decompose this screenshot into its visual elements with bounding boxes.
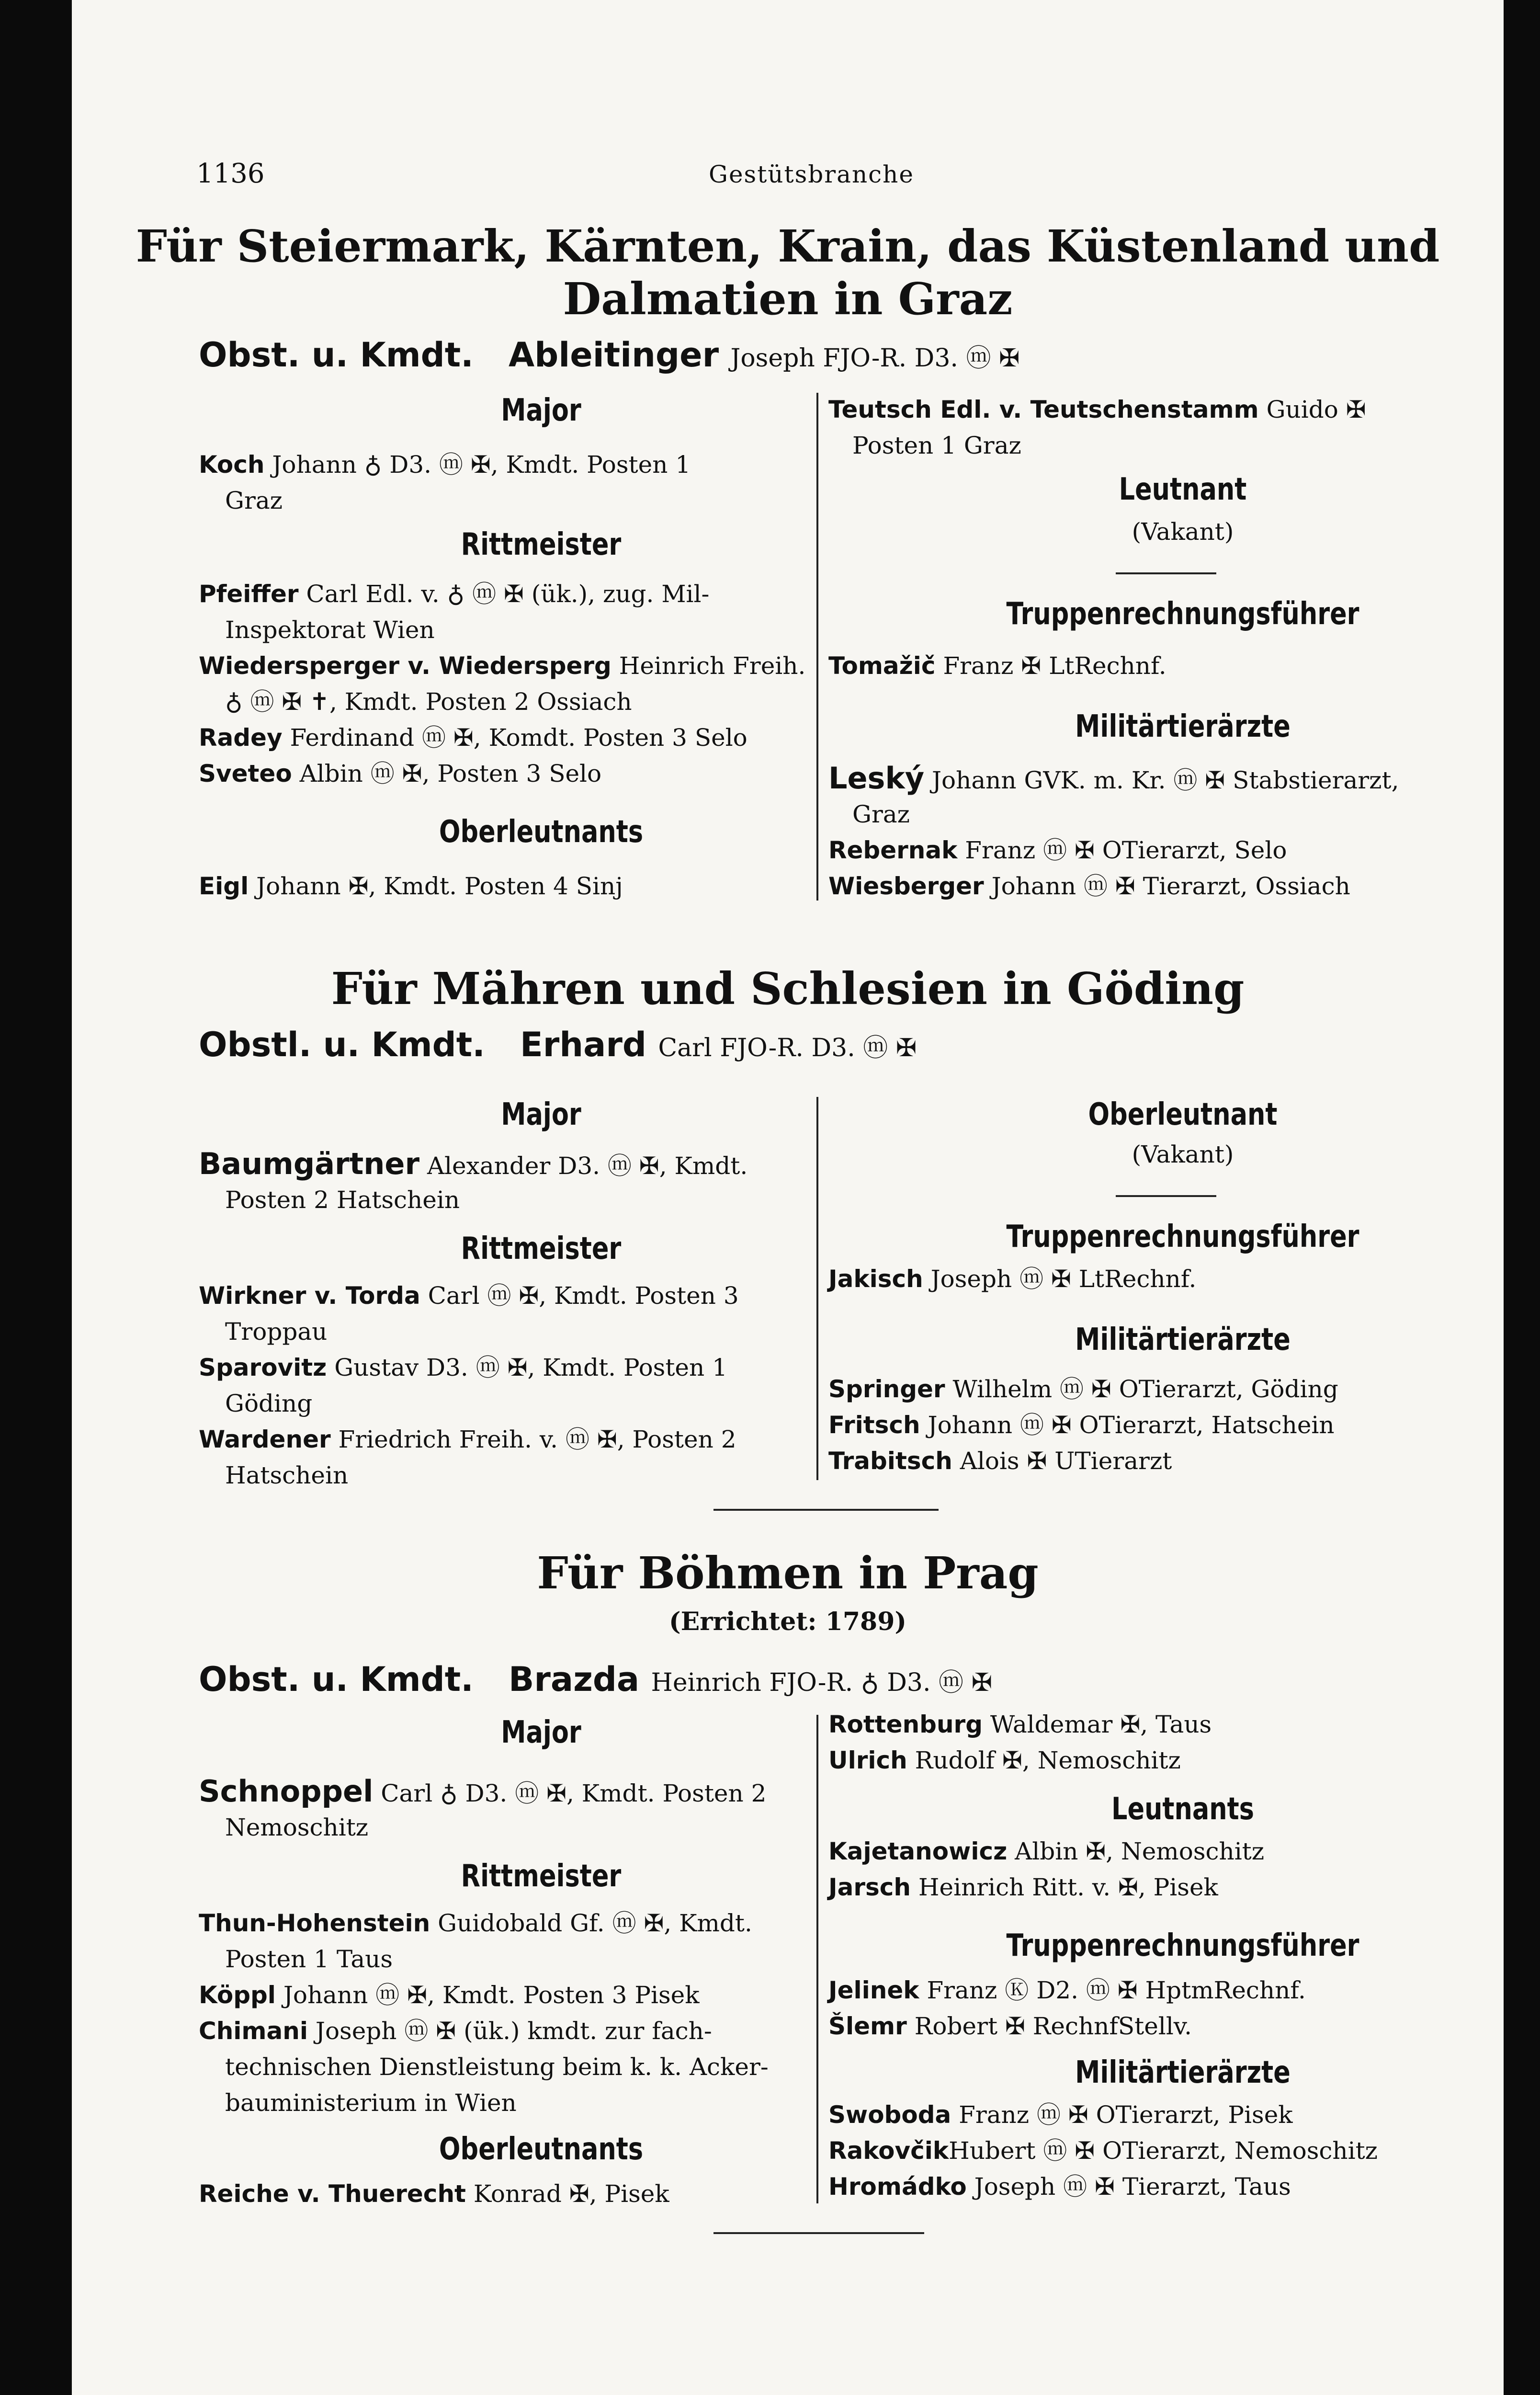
list-item: Reiche v. Thuerecht Konrad ✠, Pisek xyxy=(199,2180,669,2208)
list-item: Sveteo Albin ⓜ ✠, Posten 3 Selo xyxy=(199,760,602,787)
list-item: Sparovitz Gustav D3. ⓜ ✠, Kmdt. Posten 1 xyxy=(199,1354,727,1381)
list-item: Ulrich Rudolf ✠, Nemoschitz xyxy=(828,1746,1181,1774)
section-title-maehren: Für Mähren und Schlesien in Göding xyxy=(331,963,1245,1015)
list-item: Graz xyxy=(225,487,283,514)
heading-oberleutnant: Oberleutnant xyxy=(1088,1097,1278,1132)
heading-major: Major xyxy=(501,1097,581,1132)
commander-line xyxy=(199,335,1020,375)
list-item: Swoboda Franz ⓜ ✠ OTierarzt, Pisek xyxy=(828,2101,1293,2129)
list-item: Rottenburg Waldemar ✠, Taus xyxy=(828,1711,1212,1738)
vacant-note: (Vakant) xyxy=(1132,1140,1234,1168)
heading-rittmeister: Rittmeister xyxy=(461,1859,622,1894)
list-item: Göding xyxy=(225,1390,313,1417)
list-item: Thun-Hohenstein Guidobald Gf. ⓜ ✠, Kmdt. xyxy=(199,1909,752,1937)
list-item: Graz xyxy=(852,800,910,828)
list-item: Troppau xyxy=(225,1318,328,1346)
list-item: Wiesberger Johann ⓜ ✠ Tierarzt, Ossiach xyxy=(828,872,1350,900)
list-item: Radey Ferdinand ⓜ ✠, Komdt. Posten 3 Selo xyxy=(199,724,747,752)
heading-major: Major xyxy=(501,393,581,428)
list-item: Chimani Joseph ⓜ ✠ (ük.) kmdt. zur fach- xyxy=(199,2017,712,2045)
heading-truppenrechnungsfuehrer: Truppenrechnungsführer xyxy=(1006,1928,1359,1963)
heading-leutnants: Leutnants xyxy=(1111,1791,1254,1827)
list-item: ♁ ⓜ ✠ ✝, Kmdt. Posten 2 Ossiach xyxy=(225,688,632,716)
section-title-steiermark-l2: Dalmatien in Graz xyxy=(563,273,1013,325)
divider xyxy=(1116,572,1216,574)
list-item: Jelinek Franz Ⓚ D2. ⓜ ✠ HptmRechnf. xyxy=(828,1976,1306,2004)
commander-rank: Obst. u. Kmdt. xyxy=(199,1660,474,1699)
commander-name: Erhard xyxy=(520,1025,647,1064)
commander-line xyxy=(199,1025,917,1064)
list-item: Nemoschitz xyxy=(225,1813,369,1841)
list-item: Inspektorat Wien xyxy=(225,616,435,644)
list-item: Tomažič Franz ✠ LtRechnf. xyxy=(828,652,1166,680)
heading-militaertieraerzte: Militärtierärzte xyxy=(1075,1322,1291,1357)
heading-oberleutnants: Oberleutnants xyxy=(439,2132,644,2167)
heading-oberleutnants: Oberleutnants xyxy=(439,814,644,850)
heading-truppenrechnungsfuehrer: Truppenrechnungsführer xyxy=(1006,1219,1359,1255)
list-item: Eigl Johann ✠, Kmdt. Posten 4 Sinj xyxy=(199,872,623,900)
column-divider xyxy=(816,1715,818,2203)
list-item: Wardener Friedrich Freih. v. ⓜ ✠, Posten 2 xyxy=(199,1426,736,1453)
list-item: Rebernak Franz ⓜ ✠ OTierarzt, Selo xyxy=(828,836,1287,864)
vacant-note: (Vakant) xyxy=(1132,518,1234,546)
heading-leutnant: Leutnant xyxy=(1119,472,1247,507)
list-item: Kajetanowicz Albin ✠, Nemoschitz xyxy=(828,1837,1265,1865)
section-title-boehmen: Für Böhmen in Prag xyxy=(537,1547,1039,1599)
commander-details: Joseph FJO-R. D3. ⓜ ✠ xyxy=(730,344,1020,373)
list-item: Leský Johann GVK. m. Kr. ⓜ ✠ Stabstierarzt, xyxy=(828,761,1399,796)
list-item: Koch Johann ♁ D3. ⓜ ✠, Kmdt. Posten 1 xyxy=(199,451,691,479)
section-subtitle: (Errichtet: 1789) xyxy=(668,1607,906,1636)
list-item: Jakisch Joseph ⓜ ✠ LtRechnf. xyxy=(828,1265,1197,1293)
heading-militaertieraerzte: Militärtierärzte xyxy=(1075,709,1291,744)
list-item: Šlemr Robert ✠ RechnfStellv. xyxy=(828,2012,1192,2040)
section-title-steiermark-l1: Für Steiermark, Kärnten, Krain, das Küstenland und xyxy=(136,220,1440,272)
running-title: Gestütsbranche xyxy=(709,160,914,188)
list-item: Schnoppel Carl ♁ D3. ⓜ ✠, Kmdt. Posten 2 xyxy=(199,1774,767,1809)
page-number: 1136 xyxy=(196,158,265,189)
divider xyxy=(1116,1195,1216,1197)
book-page xyxy=(72,0,1504,2395)
list-item: Wirkner v. Torda Carl ⓜ ✠, Kmdt. Posten 3 xyxy=(199,1282,739,1310)
heading-militaertieraerzte: Militärtierärzte xyxy=(1075,2055,1291,2090)
column-divider xyxy=(816,1097,818,1480)
heading-rittmeister: Rittmeister xyxy=(461,527,622,562)
list-item: Trabitsch Alois ✠ UTierarzt xyxy=(828,1447,1172,1475)
list-item: bauministerium in Wien xyxy=(225,2089,517,2117)
list-item: Posten 2 Hatschein xyxy=(225,1186,460,1214)
list-item: Springer Wilhelm ⓜ ✠ OTierarzt, Göding xyxy=(828,1375,1338,1403)
list-item: Jarsch Heinrich Ritt. v. ✠, Pisek xyxy=(828,1873,1218,1901)
list-item: Posten 1 Taus xyxy=(225,1945,393,1973)
list-item: Wiedersperger v. Wiedersperg Heinrich Freih. xyxy=(199,652,806,680)
list-item: Köppl Johann ⓜ ✠, Kmdt. Posten 3 Pisek xyxy=(199,1981,700,2009)
commander-rank: Obstl. u. Kmdt. xyxy=(199,1025,485,1064)
list-item: Pfeiffer Carl Edl. v. ♁ ⓜ ✠ (ük.), zug. Mil- xyxy=(199,580,710,608)
list-item: technischen Dienstleistung beim k. k. Acker- xyxy=(225,2053,769,2081)
section-divider xyxy=(713,2232,924,2234)
list-item: Fritsch Johann ⓜ ✠ OTierarzt, Hatschein xyxy=(828,1411,1335,1439)
list-item: Hromádko Joseph ⓜ ✠ Tierarzt, Taus xyxy=(828,2173,1291,2201)
commander-line xyxy=(199,1660,992,1699)
heading-major: Major xyxy=(501,1715,581,1750)
commander-details: Heinrich FJO-R. ♁ D3. ⓜ ✠ xyxy=(651,1668,993,1697)
list-item: Baumgärtner Alexander D3. ⓜ ✠, Kmdt. xyxy=(199,1146,748,1181)
list-item: Posten 1 Graz xyxy=(852,432,1021,459)
heading-rittmeister: Rittmeister xyxy=(461,1231,622,1266)
commander-name: Brazda xyxy=(508,1660,640,1699)
commander-name: Ableitinger xyxy=(508,335,719,375)
section-divider xyxy=(713,1509,939,1511)
list-item: Hatschein xyxy=(225,1461,349,1489)
list-item: Teutsch Edl. v. Teutschenstamm Guido ✠ xyxy=(828,396,1366,423)
heading-truppenrechnungsfuehrer: Truppenrechnungsführer xyxy=(1006,596,1359,632)
commander-details: Carl FJO-R. D3. ⓜ ✠ xyxy=(658,1034,917,1062)
commander-rank: Obst. u. Kmdt. xyxy=(199,335,474,375)
column-divider xyxy=(816,393,818,901)
list-item: RakovčikHubert ⓜ ✠ OTierarzt, Nemoschitz xyxy=(828,2137,1378,2165)
